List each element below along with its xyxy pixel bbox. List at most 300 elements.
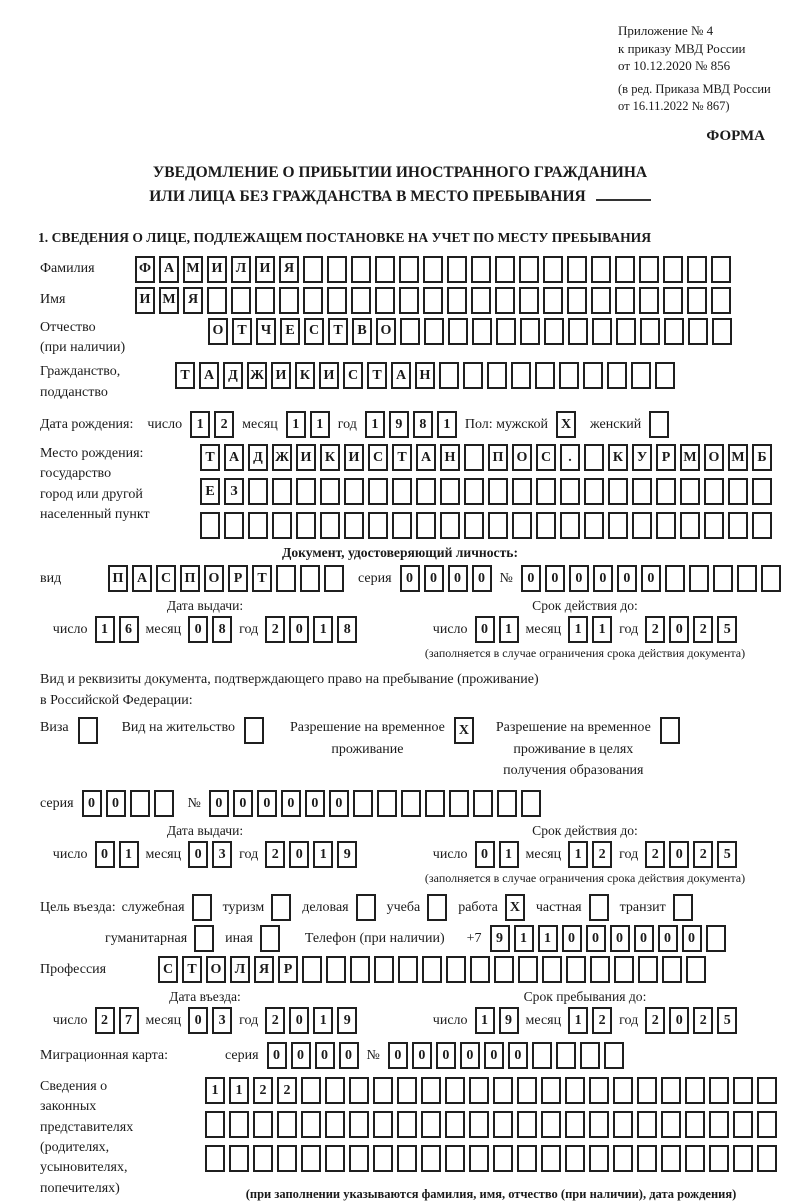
char-cell[interactable]: [517, 1077, 537, 1104]
char-cell[interactable]: 1: [475, 1007, 495, 1034]
char-cell[interactable]: [517, 1111, 537, 1138]
char-cell[interactable]: [422, 956, 442, 983]
char-cell[interactable]: [296, 478, 316, 505]
char-cell[interactable]: 8: [337, 616, 357, 643]
char-cell[interactable]: С: [158, 956, 178, 983]
char-cell[interactable]: 0: [460, 1042, 480, 1069]
char-cell[interactable]: [631, 362, 651, 389]
char-cell[interactable]: О: [208, 318, 228, 345]
char-cell[interactable]: [440, 512, 460, 539]
char-cell[interactable]: [685, 1145, 705, 1172]
char-cell[interactable]: [350, 956, 370, 983]
char-cell[interactable]: 1: [538, 925, 558, 952]
char-cell[interactable]: Р: [278, 956, 298, 983]
char-cell[interactable]: 9: [499, 1007, 519, 1034]
char-cell[interactable]: [449, 790, 469, 817]
char-cell[interactable]: [709, 1145, 729, 1172]
char-cell[interactable]: 0: [569, 565, 589, 592]
char-cell[interactable]: [614, 956, 634, 983]
char-cell[interactable]: З: [224, 478, 244, 505]
char-cell[interactable]: [713, 565, 733, 592]
char-cell[interactable]: [400, 318, 420, 345]
char-cell[interactable]: 0: [593, 565, 613, 592]
char-cell[interactable]: [493, 1111, 513, 1138]
char-cell[interactable]: 0: [475, 616, 495, 643]
char-cell[interactable]: Я: [254, 956, 274, 983]
char-cell[interactable]: [590, 956, 610, 983]
char-cell[interactable]: [248, 512, 268, 539]
char-cell[interactable]: [661, 1145, 681, 1172]
char-cell[interactable]: 0: [472, 565, 492, 592]
char-cell[interactable]: Е: [200, 478, 220, 505]
char-cell[interactable]: А: [199, 362, 219, 389]
char-cell[interactable]: 0: [233, 790, 253, 817]
char-cell[interactable]: [580, 1042, 600, 1069]
char-cell[interactable]: [589, 1145, 609, 1172]
char-cell[interactable]: М: [159, 287, 179, 314]
char-cell[interactable]: И: [296, 444, 316, 471]
char-cell[interactable]: [568, 318, 588, 345]
char-cell[interactable]: 2: [253, 1077, 273, 1104]
char-cell[interactable]: 0: [669, 1007, 689, 1034]
char-cell[interactable]: [397, 1145, 417, 1172]
char-cell[interactable]: [353, 790, 373, 817]
char-cell[interactable]: [493, 1145, 513, 1172]
char-cell[interactable]: [446, 956, 466, 983]
char-cell[interactable]: [397, 1111, 417, 1138]
char-cell[interactable]: [584, 512, 604, 539]
char-cell[interactable]: [592, 318, 612, 345]
char-cell[interactable]: [439, 362, 459, 389]
char-cell[interactable]: [373, 1077, 393, 1104]
char-cell[interactable]: [663, 256, 683, 283]
char-cell[interactable]: [541, 1077, 561, 1104]
char-cell[interactable]: [519, 287, 539, 314]
char-cell[interactable]: [224, 512, 244, 539]
char-cell[interactable]: 2: [645, 841, 665, 868]
char-cell[interactable]: [469, 1145, 489, 1172]
char-cell[interactable]: 8: [212, 616, 232, 643]
char-cell[interactable]: [556, 1042, 576, 1069]
char-cell[interactable]: [200, 512, 220, 539]
char-cell[interactable]: Я: [279, 256, 299, 283]
char-cell[interactable]: [494, 956, 514, 983]
char-cell[interactable]: [301, 1077, 321, 1104]
residence-permit-checkbox[interactable]: [244, 717, 264, 744]
char-cell[interactable]: [560, 512, 580, 539]
char-cell[interactable]: 0: [448, 565, 468, 592]
char-cell[interactable]: [464, 512, 484, 539]
char-cell[interactable]: [205, 1111, 225, 1138]
char-cell[interactable]: [665, 565, 685, 592]
char-cell[interactable]: 0: [289, 841, 309, 868]
char-cell[interactable]: Н: [440, 444, 460, 471]
char-cell[interactable]: [488, 512, 508, 539]
char-cell[interactable]: 5: [717, 616, 737, 643]
char-cell[interactable]: 2: [693, 616, 713, 643]
char-cell[interactable]: [604, 1042, 624, 1069]
char-cell[interactable]: [445, 1077, 465, 1104]
char-cell[interactable]: 0: [305, 790, 325, 817]
char-cell[interactable]: К: [608, 444, 628, 471]
char-cell[interactable]: [349, 1111, 369, 1138]
char-cell[interactable]: [632, 478, 652, 505]
char-cell[interactable]: [205, 1145, 225, 1172]
char-cell[interactable]: 9: [337, 841, 357, 868]
char-cell[interactable]: [663, 287, 683, 314]
char-cell[interactable]: [327, 287, 347, 314]
char-cell[interactable]: [130, 790, 150, 817]
char-cell[interactable]: 2: [592, 841, 612, 868]
char-cell[interactable]: [709, 1111, 729, 1138]
char-cell[interactable]: 1: [568, 1007, 588, 1034]
char-cell[interactable]: Т: [232, 318, 252, 345]
char-cell[interactable]: М: [728, 444, 748, 471]
char-cell[interactable]: [639, 287, 659, 314]
char-cell[interactable]: 1: [568, 616, 588, 643]
char-cell[interactable]: 1: [95, 616, 115, 643]
char-cell[interactable]: А: [224, 444, 244, 471]
char-cell[interactable]: 0: [267, 1042, 287, 1069]
char-cell[interactable]: 1: [119, 841, 139, 868]
char-cell[interactable]: И: [319, 362, 339, 389]
char-cell[interactable]: 0: [586, 925, 606, 952]
char-cell[interactable]: 2: [693, 841, 713, 868]
char-cell[interactable]: М: [183, 256, 203, 283]
char-cell[interactable]: 0: [289, 616, 309, 643]
char-cell[interactable]: 1: [514, 925, 534, 952]
char-cell[interactable]: О: [512, 444, 532, 471]
char-cell[interactable]: 0: [669, 841, 689, 868]
char-cell[interactable]: [277, 1111, 297, 1138]
char-cell[interactable]: И: [271, 362, 291, 389]
purpose-other-checkbox[interactable]: [260, 925, 280, 952]
char-cell[interactable]: [253, 1145, 273, 1172]
char-cell[interactable]: [584, 444, 604, 471]
char-cell[interactable]: [519, 256, 539, 283]
char-cell[interactable]: [377, 790, 397, 817]
char-cell[interactable]: Т: [328, 318, 348, 345]
char-cell[interactable]: [637, 1111, 657, 1138]
char-cell[interactable]: [687, 256, 707, 283]
char-cell[interactable]: 5: [717, 841, 737, 868]
char-cell[interactable]: [300, 565, 320, 592]
char-cell[interactable]: 0: [339, 1042, 359, 1069]
char-cell[interactable]: 0: [95, 841, 115, 868]
char-cell[interactable]: 0: [82, 790, 102, 817]
char-cell[interactable]: 2: [645, 1007, 665, 1034]
char-cell[interactable]: [296, 512, 316, 539]
char-cell[interactable]: [447, 256, 467, 283]
char-cell[interactable]: 2: [95, 1007, 115, 1034]
char-cell[interactable]: [373, 1111, 393, 1138]
char-cell[interactable]: [536, 512, 556, 539]
char-cell[interactable]: [656, 478, 676, 505]
char-cell[interactable]: [472, 318, 492, 345]
char-cell[interactable]: Т: [392, 444, 412, 471]
char-cell[interactable]: [685, 1111, 705, 1138]
char-cell[interactable]: [541, 1111, 561, 1138]
char-cell[interactable]: 9: [337, 1007, 357, 1034]
char-cell[interactable]: Т: [252, 565, 272, 592]
char-cell[interactable]: 2: [214, 411, 234, 438]
char-cell[interactable]: [757, 1077, 777, 1104]
char-cell[interactable]: Л: [231, 256, 251, 283]
char-cell[interactable]: [567, 287, 587, 314]
char-cell[interactable]: [272, 512, 292, 539]
char-cell[interactable]: 2: [265, 616, 285, 643]
char-cell[interactable]: [656, 512, 676, 539]
char-cell[interactable]: [255, 287, 275, 314]
char-cell[interactable]: [543, 287, 563, 314]
char-cell[interactable]: [320, 478, 340, 505]
char-cell[interactable]: [687, 287, 707, 314]
char-cell[interactable]: П: [108, 565, 128, 592]
char-cell[interactable]: Б: [752, 444, 772, 471]
char-cell[interactable]: [471, 287, 491, 314]
char-cell[interactable]: [229, 1145, 249, 1172]
char-cell[interactable]: [661, 1077, 681, 1104]
char-cell[interactable]: 0: [682, 925, 702, 952]
char-cell[interactable]: 2: [265, 841, 285, 868]
char-cell[interactable]: [302, 956, 322, 983]
char-cell[interactable]: [607, 362, 627, 389]
char-cell[interactable]: [737, 565, 757, 592]
char-cell[interactable]: 0: [617, 565, 637, 592]
char-cell[interactable]: 0: [545, 565, 565, 592]
char-cell[interactable]: [423, 256, 443, 283]
char-cell[interactable]: 0: [106, 790, 126, 817]
char-cell[interactable]: 1: [229, 1077, 249, 1104]
char-cell[interactable]: С: [536, 444, 556, 471]
char-cell[interactable]: [711, 256, 731, 283]
char-cell[interactable]: [425, 790, 445, 817]
char-cell[interactable]: [320, 512, 340, 539]
char-cell[interactable]: [655, 362, 675, 389]
char-cell[interactable]: 1: [286, 411, 306, 438]
char-cell[interactable]: [541, 1145, 561, 1172]
visa-checkbox[interactable]: [78, 717, 98, 744]
char-cell[interactable]: 1: [313, 1007, 333, 1034]
char-cell[interactable]: 0: [658, 925, 678, 952]
char-cell[interactable]: [661, 1111, 681, 1138]
char-cell[interactable]: М: [680, 444, 700, 471]
char-cell[interactable]: В: [352, 318, 372, 345]
char-cell[interactable]: Ж: [272, 444, 292, 471]
char-cell[interactable]: [375, 256, 395, 283]
char-cell[interactable]: [728, 478, 748, 505]
char-cell[interactable]: 0: [508, 1042, 528, 1069]
char-cell[interactable]: 1: [592, 616, 612, 643]
char-cell[interactable]: [706, 925, 726, 952]
char-cell[interactable]: С: [304, 318, 324, 345]
char-cell[interactable]: [680, 512, 700, 539]
char-cell[interactable]: [447, 287, 467, 314]
char-cell[interactable]: Т: [200, 444, 220, 471]
char-cell[interactable]: [566, 956, 586, 983]
char-cell[interactable]: [752, 512, 772, 539]
char-cell[interactable]: [421, 1145, 441, 1172]
char-cell[interactable]: [301, 1111, 321, 1138]
char-cell[interactable]: 0: [424, 565, 444, 592]
char-cell[interactable]: [536, 478, 556, 505]
purpose-official-checkbox[interactable]: [192, 894, 212, 921]
char-cell[interactable]: Р: [228, 565, 248, 592]
char-cell[interactable]: [368, 478, 388, 505]
char-cell[interactable]: [559, 362, 579, 389]
char-cell[interactable]: [704, 478, 724, 505]
char-cell[interactable]: О: [704, 444, 724, 471]
char-cell[interactable]: [421, 1111, 441, 1138]
char-cell[interactable]: О: [204, 565, 224, 592]
char-cell[interactable]: [589, 1077, 609, 1104]
char-cell[interactable]: [277, 1145, 297, 1172]
char-cell[interactable]: [761, 565, 781, 592]
char-cell[interactable]: Р: [656, 444, 676, 471]
char-cell[interactable]: С: [343, 362, 363, 389]
char-cell[interactable]: 0: [188, 616, 208, 643]
char-cell[interactable]: [253, 1111, 273, 1138]
char-cell[interactable]: И: [344, 444, 364, 471]
char-cell[interactable]: [303, 256, 323, 283]
char-cell[interactable]: [591, 256, 611, 283]
char-cell[interactable]: 0: [329, 790, 349, 817]
char-cell[interactable]: 0: [610, 925, 630, 952]
temp-residence-edu-checkbox[interactable]: [660, 717, 680, 744]
char-cell[interactable]: 0: [188, 841, 208, 868]
char-cell[interactable]: [470, 956, 490, 983]
char-cell[interactable]: [757, 1111, 777, 1138]
char-cell[interactable]: .: [560, 444, 580, 471]
char-cell[interactable]: [584, 478, 604, 505]
char-cell[interactable]: [303, 287, 323, 314]
char-cell[interactable]: [567, 256, 587, 283]
char-cell[interactable]: 2: [592, 1007, 612, 1034]
char-cell[interactable]: [680, 478, 700, 505]
char-cell[interactable]: Ф: [135, 256, 155, 283]
char-cell[interactable]: [325, 1077, 345, 1104]
char-cell[interactable]: [368, 512, 388, 539]
char-cell[interactable]: [733, 1145, 753, 1172]
char-cell[interactable]: 5: [717, 1007, 737, 1034]
char-cell[interactable]: Ж: [247, 362, 267, 389]
char-cell[interactable]: [349, 1077, 369, 1104]
char-cell[interactable]: [543, 256, 563, 283]
char-cell[interactable]: [497, 790, 517, 817]
char-cell[interactable]: 1: [437, 411, 457, 438]
char-cell[interactable]: [469, 1077, 489, 1104]
char-cell[interactable]: 7: [119, 1007, 139, 1034]
char-cell[interactable]: 0: [634, 925, 654, 952]
char-cell[interactable]: [535, 362, 555, 389]
purpose-transit-checkbox[interactable]: [673, 894, 693, 921]
char-cell[interactable]: [512, 512, 532, 539]
char-cell[interactable]: С: [156, 565, 176, 592]
char-cell[interactable]: 1: [365, 411, 385, 438]
char-cell[interactable]: [544, 318, 564, 345]
char-cell[interactable]: 1: [310, 411, 330, 438]
purpose-business-checkbox[interactable]: [356, 894, 376, 921]
char-cell[interactable]: [399, 287, 419, 314]
char-cell[interactable]: Ч: [256, 318, 276, 345]
char-cell[interactable]: [565, 1077, 585, 1104]
char-cell[interactable]: 2: [277, 1077, 297, 1104]
char-cell[interactable]: [326, 956, 346, 983]
char-cell[interactable]: Т: [175, 362, 195, 389]
char-cell[interactable]: [463, 362, 483, 389]
purpose-study-checkbox[interactable]: [427, 894, 447, 921]
char-cell[interactable]: 0: [400, 565, 420, 592]
char-cell[interactable]: 0: [315, 1042, 335, 1069]
char-cell[interactable]: [613, 1145, 633, 1172]
char-cell[interactable]: [351, 256, 371, 283]
char-cell[interactable]: А: [391, 362, 411, 389]
char-cell[interactable]: 9: [490, 925, 510, 952]
char-cell[interactable]: [398, 956, 418, 983]
char-cell[interactable]: [279, 287, 299, 314]
char-cell[interactable]: [154, 790, 174, 817]
char-cell[interactable]: [518, 956, 538, 983]
char-cell[interactable]: [608, 512, 628, 539]
char-cell[interactable]: 0: [289, 1007, 309, 1034]
char-cell[interactable]: Л: [230, 956, 250, 983]
char-cell[interactable]: [416, 512, 436, 539]
char-cell[interactable]: [416, 478, 436, 505]
char-cell[interactable]: [392, 478, 412, 505]
char-cell[interactable]: [351, 287, 371, 314]
char-cell[interactable]: Е: [280, 318, 300, 345]
char-cell[interactable]: 1: [499, 616, 519, 643]
char-cell[interactable]: [565, 1145, 585, 1172]
char-cell[interactable]: [521, 790, 541, 817]
char-cell[interactable]: [325, 1145, 345, 1172]
char-cell[interactable]: [349, 1145, 369, 1172]
char-cell[interactable]: 0: [641, 565, 661, 592]
char-cell[interactable]: [664, 318, 684, 345]
char-cell[interactable]: И: [135, 287, 155, 314]
char-cell[interactable]: [686, 956, 706, 983]
char-cell[interactable]: [397, 1077, 417, 1104]
char-cell[interactable]: А: [416, 444, 436, 471]
char-cell[interactable]: [685, 1077, 705, 1104]
char-cell[interactable]: И: [207, 256, 227, 283]
char-cell[interactable]: П: [488, 444, 508, 471]
char-cell[interactable]: [589, 1111, 609, 1138]
char-cell[interactable]: И: [255, 256, 275, 283]
char-cell[interactable]: 0: [521, 565, 541, 592]
char-cell[interactable]: 8: [413, 411, 433, 438]
char-cell[interactable]: К: [320, 444, 340, 471]
char-cell[interactable]: [464, 444, 484, 471]
char-cell[interactable]: [231, 287, 251, 314]
char-cell[interactable]: [495, 287, 515, 314]
char-cell[interactable]: 6: [119, 616, 139, 643]
char-cell[interactable]: 3: [212, 1007, 232, 1034]
char-cell[interactable]: 0: [669, 616, 689, 643]
char-cell[interactable]: [752, 478, 772, 505]
char-cell[interactable]: [399, 256, 419, 283]
char-cell[interactable]: [688, 318, 708, 345]
char-cell[interactable]: [496, 318, 516, 345]
char-cell[interactable]: Д: [248, 444, 268, 471]
char-cell[interactable]: [301, 1145, 321, 1172]
char-cell[interactable]: [757, 1145, 777, 1172]
char-cell[interactable]: 1: [313, 841, 333, 868]
char-cell[interactable]: [421, 1077, 441, 1104]
char-cell[interactable]: [613, 1077, 633, 1104]
char-cell[interactable]: [542, 956, 562, 983]
char-cell[interactable]: [512, 478, 532, 505]
